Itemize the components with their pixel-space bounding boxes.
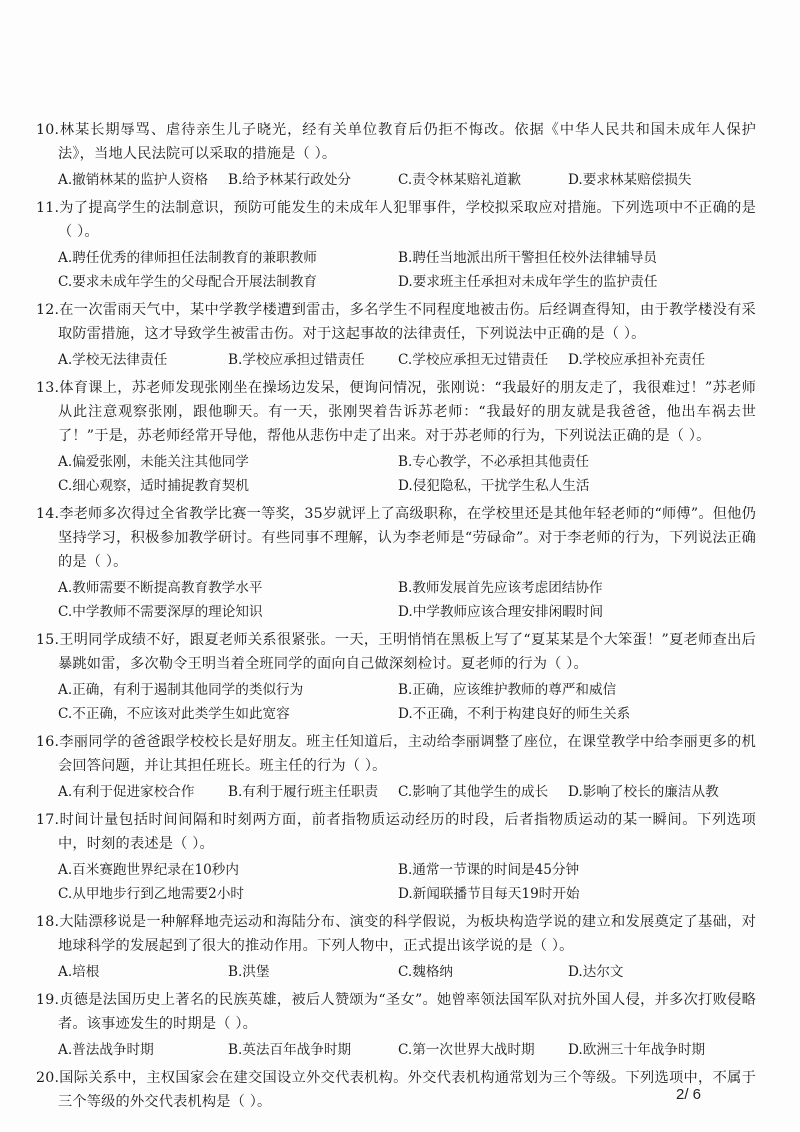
question-14 (36, 502, 756, 624)
option-a: A.偏爱张刚，未能关注其他同学 (58, 454, 249, 470)
option-d: D.影响了校长的廉洁从教 (568, 784, 719, 800)
option-d: D.要求班主任承担对未成年学生的监护责任 (398, 274, 658, 290)
question-19 (36, 988, 756, 1062)
option-c: C.要求未成年学生的父母配合开展法制教育 (58, 274, 317, 290)
answer-options (36, 246, 756, 294)
option-b: B.专心教学，不必承担其他责任 (398, 454, 590, 470)
question-13 (36, 376, 756, 498)
question-stem: 19.贞德是法国历史上著名的民族英雄，被后人赞颂为“圣女”。她曾率领法国军队对抗外国人侵，并多次打败侵略者。该事迹发生的时期是（ ）。 (36, 992, 756, 1032)
option-d: D.学校应承担补充责任 (568, 352, 706, 368)
option-c: C.影响了其他学生的成长 (398, 784, 549, 800)
page-number: 2/ 6 (676, 1086, 702, 1103)
option-c: C.责令林某赔礼道歉 (398, 172, 521, 188)
option-b: B.英法百年战争时期 (228, 1042, 352, 1058)
question-16 (36, 730, 756, 804)
answer-options (36, 678, 756, 726)
question-stem: 14.李老师多次得过全省教学比赛一等奖，35岁就评上了高级职称，在学校里还是其他年轻老师的“师傅”。但他仍坚持学习，积极参加教学研讨。有些同事不理解，认为李老师是“劳碌命”。对于李老师的行为，下列说法正确的是（ ）。 (36, 506, 756, 570)
option-d: D.新闻联播节目每天19时开始 (398, 886, 580, 902)
option-b: B.洪堡 (228, 964, 270, 980)
answer-options (36, 576, 756, 624)
option-a: A.有利于促进家校合作 (58, 784, 195, 800)
option-d: D.中学教师应该合理安排闲暇时间 (398, 604, 604, 620)
question-list (36, 118, 756, 1118)
option-a: A.正确，有利于遏制其他同学的类似行为 (58, 682, 304, 698)
option-c: C.细心观察，适时捕捉教育契机 (58, 478, 249, 494)
option-d: D.不正确，不利于构建良好的师生关系 (398, 706, 631, 722)
option-b: B.正确，应该维护教师的尊严和威信 (398, 682, 617, 698)
option-b: B.通常一节课的时间是45分钟 (398, 862, 580, 878)
option-c: C.学校应承担无过错责任 (398, 352, 549, 368)
question-stem: 13.体育课上，苏老师发现张刚坐在操场边发呆，便询问情况，张刚说：“我最好的朋友走了，我很难过！”苏老师从此注意观察张刚，跟他聊天。有一天，张刚哭着告诉苏老师：“我最好的朋友就是我爸爸，他出车祸去世了！”于是，苏老师经常开导他，帮他从悲伤中走了出来。对于苏老师的行为，下列说法正确的是（ ）。 (36, 380, 756, 444)
answer-options (36, 1038, 756, 1062)
question-stem: 17.时间计量包括时间间隔和时刻两方面，前者指物质运动经历的时段，后者指物质运动的某一瞬间。下列选项中，时刻的表述是（ ）。 (36, 812, 756, 852)
option-d: D.达尔文 (568, 964, 624, 980)
question-11 (36, 196, 756, 294)
option-d: D.侵犯隐私，干扰学生私人生活 (398, 478, 590, 494)
option-c: C.不正确，不应该对此类学生如此宽容 (58, 706, 290, 722)
option-b: B.聘任当地派出所干警担任校外法律辅导员 (398, 250, 657, 266)
option-b: B.教师发展首先应该考虑团结协作 (398, 580, 603, 596)
question-stem: 12.在一次雷雨天气中，某中学教学楼遭到雷击，多名学生不同程度地被击伤。后经调查得知，由于教学楼没有采取防雷措施，这才导致学生被雷击伤。对于这起事故的法律责任，下列说法中正确的是（ ）。 (36, 302, 756, 342)
option-c: C.中学教师不需要深厚的理论知识 (58, 604, 263, 620)
question-17 (36, 808, 756, 906)
question-12 (36, 298, 756, 372)
question-20 (36, 1066, 756, 1114)
option-a: A.普法战争时期 (58, 1042, 154, 1058)
question-stem: 18.大陆漂移说是一种解释地壳运动和海陆分布、演变的科学假说，为板块构造学说的建立和发展奠定了基础，对地球科学的发展起到了很大的推动作用。下列人物中，正式提出该学说的是（ ）。 (36, 914, 756, 954)
option-a: A.聘任优秀的律师担任法制教育的兼职教师 (58, 250, 317, 266)
answer-options (36, 450, 756, 498)
question-10 (36, 118, 756, 192)
answer-options (36, 348, 756, 372)
option-a: A.教师需要不断提高教育教学水平 (58, 580, 263, 596)
option-c: C.从甲地步行到乙地需要2小时 (58, 886, 245, 902)
question-15 (36, 628, 756, 726)
answer-options (36, 858, 756, 906)
question-stem: 16.李丽同学的爸爸跟学校校长是好朋友。班主任知道后，主动给李丽调整了座位，在课堂教学中给李丽更多的机会回答问题，并让其担任班长。班主任的行为（ ）。 (36, 734, 756, 774)
answer-options (36, 780, 756, 804)
question-stem: 20.国际关系中，主权国家会在建交国设立外交代表机构。外交代表机构通常划为三个等级。下列选项中，不属于三个等级的外交代表机构是（ ）。 (36, 1070, 756, 1110)
option-c: C.第一次世界大战时期 (398, 1042, 535, 1058)
option-d: D.要求林某赔偿损失 (568, 172, 692, 188)
question-18 (36, 910, 756, 984)
question-stem: 10.林某长期辱骂、虐待亲生儿子晓光，经有关单位教育后仍拒不悔改。依据《中华人民共和国未成年人保护法》，当地人民法院可以采取的措施是（ ）。 (36, 122, 756, 162)
answer-options (36, 168, 756, 192)
option-a: A.学校无法律责任 (58, 352, 168, 368)
option-b: B.有利于履行班主任职责 (228, 784, 379, 800)
option-d: D.欧洲三十年战争时期 (568, 1042, 706, 1058)
question-stem: 11.为了提高学生的法制意识，预防可能发生的未成年人犯罪事件，学校拟采取应对措施。下列选项中不正确的是（ ）。 (36, 200, 756, 240)
option-b: B.学校应承担过错责任 (228, 352, 365, 368)
option-a: A.培根 (58, 964, 100, 980)
option-a: A.百米赛跑世界纪录在10秒内 (58, 862, 239, 878)
option-c: C.魏格纳 (398, 964, 454, 980)
question-stem: 15.王明同学成绩不好，跟夏老师关系很紧张。一天，王明悄悄在黑板上写了“夏某某是个大笨蛋！”夏老师查出后暴跳如雷，多次勒令王明当着全班同学的面向自己做深刻检讨。夏老师的行为（ ）。 (36, 632, 756, 672)
option-b: B.给予林某行政处分 (228, 172, 352, 188)
option-a: A.撤销林某的监护人资格 (58, 172, 209, 188)
answer-options (36, 960, 756, 984)
